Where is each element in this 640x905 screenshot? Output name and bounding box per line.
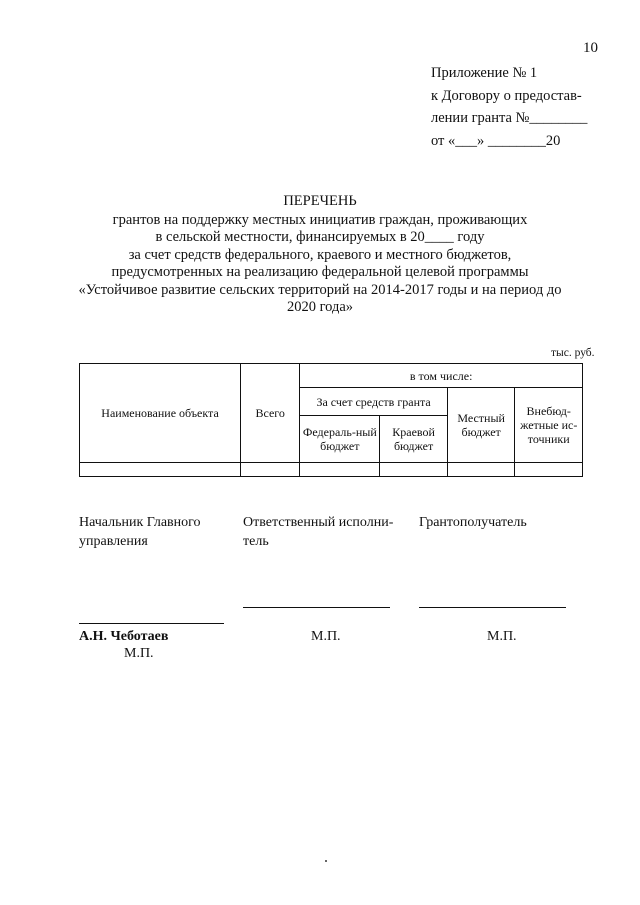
units-label: тыс. руб. [551,347,595,359]
appendix-line-2: к Договору о предостав- [431,87,582,104]
executor-signature-line [243,607,390,608]
header-extrabudget: Внебюд-жетные ис-точники [515,388,583,463]
recipient-stamp: М.П. [487,629,517,644]
appendix-block [431,62,587,152]
chief-stamp: М.П. [124,646,154,661]
appendix-line-1: Приложение № 1 [431,65,538,81]
executor-stamp: М.П. [311,629,341,644]
header-including: в том числе: [300,364,583,388]
title-line-6: 2020 года» [286,299,354,315]
title-line-1: грантов на поддержку местных инициатив граждан, проживающих [112,211,528,228]
table-cell [447,463,515,477]
header-federal-budget: Федераль-ный бюджет [300,416,380,463]
table-cell [515,463,583,477]
header-grant-funds: За счет средств гранта [300,388,448,416]
title-heading: ПЕРЕЧЕНЬ [283,193,357,209]
table-cell [300,463,380,477]
document-title [70,193,570,317]
header-local-budget: Местный бюджет [447,388,515,463]
title-line-3: за счет средств федерального, краевого и местного бюджетов, [128,246,512,263]
title-line-5: «Устойчивое развитие сельских территорий на 2014-2017 годы и на период до [78,281,562,298]
chief-name: А.Н. Чеботаев [79,629,169,644]
header-object-name: Наименование объекта [80,364,241,463]
title-line-4: предусмотренных на реализацию федеральной целевой программы [111,264,529,280]
chief-label: Начальник Главного управления [79,515,201,549]
recipient-signature-line [419,607,566,608]
appendix-line-4: от «___» ________20 [431,132,561,149]
title-line-2: в сельской местности, финансируемых в 20____ году [155,229,485,245]
header-total: Всего [241,364,300,463]
table-cell [380,463,448,477]
recipient-label: Грантополучатель [419,515,527,530]
table-cell [241,463,300,477]
executor-label: Ответственный исполни-тель [243,515,394,549]
table-row [80,463,583,477]
header-regional-budget: Краевой бюджет [380,416,448,463]
table-cell [80,463,241,477]
grants-table [79,363,583,477]
chief-signature-line [79,623,224,624]
page-number: 10 [583,40,598,56]
scan-speck [325,860,327,862]
appendix-line-3: лении гранта №________ [431,110,588,126]
